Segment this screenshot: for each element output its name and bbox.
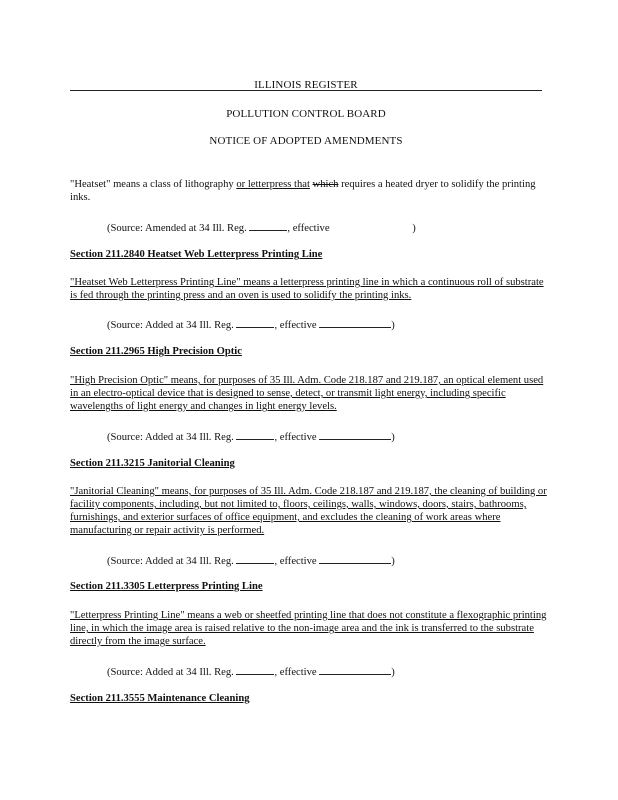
register-title: ILLINOIS REGISTER [254, 79, 358, 91]
effective-date-blank [319, 665, 391, 675]
section-source-note [107, 318, 395, 332]
register-page-blank [236, 665, 274, 675]
heatset-definition [70, 178, 548, 204]
register-page-blank [249, 221, 287, 231]
header-rule [70, 90, 542, 91]
section-body: "High Precision Optic" means, for purposes of 35 Ill. Adm. Code 218.187 and 219.187, an optical element used in an electro-optical device that is designed to sense, detect, or transmit light energy, including specific wavelengths of light energy and changes in light energy levels. [70, 375, 544, 412]
source-end: ) [391, 320, 395, 331]
source-mid: , effective [274, 320, 320, 331]
effective-date-blank [319, 554, 391, 564]
heatset-text-2: requires a heated dryer to solidify the printing inks. [70, 179, 536, 203]
board-title: POLLUTION CONTROL BOARD [226, 108, 386, 120]
register-page-blank [236, 430, 274, 440]
section-heading: Section 211.2840 Heatset Web Letterpress Printing Line [70, 249, 323, 260]
source-prefix: (Source: Added at 34 Ill. Reg. [107, 320, 237, 331]
source-mid: , effective [287, 223, 333, 234]
effective-date-blank [319, 318, 391, 328]
effective-date-blank [319, 430, 391, 440]
section-body: "Janitorial Cleaning" means, for purposes of 35 Ill. Adm. Code 218.187 and 219.187, the cleaning of building or facility components, including, but not limited to, floors, ceilings, walls, windows, doors, stairs, bathrooms, furnishings, and exterior surfaces of office equipment, and excludes the cleaning of work areas where manufacturing or repair activity is performed. [70, 486, 547, 536]
section-source-note [107, 430, 395, 444]
section-source-note [107, 665, 395, 679]
register-page-blank [236, 554, 274, 564]
source-end: ) [391, 667, 395, 678]
source-prefix: (Source: Amended at 34 Ill. Reg. [107, 223, 250, 234]
source-end: ) [391, 556, 395, 567]
section-heading: Section 211.3555 Maintenance Cleaning [70, 693, 250, 704]
section-heading: Section 211.2965 High Precision Optic [70, 346, 242, 357]
source-prefix: (Source: Added at 34 Ill. Reg. [107, 432, 237, 443]
source-prefix: (Source: Added at 34 Ill. Reg. [107, 556, 237, 567]
heatset-text-1: "Heatset" means a class of lithography [70, 179, 237, 190]
section-body: "Heatset Web Letterpress Printing Line" means a letterpress printing line in which a continuous roll of substrate is fed through the printing press and an oven is used to solidify the printing inks. [70, 277, 544, 301]
register-page-blank [236, 318, 274, 328]
source-end: ) [391, 432, 395, 443]
heatset-source-note [107, 221, 416, 235]
source-mid: , effective [274, 667, 320, 678]
section-source-note [107, 554, 395, 568]
source-mid: , effective [274, 556, 320, 567]
section-body: "Letterpress Printing Line" means a web or sheetfed printing line that does not constitute a flexographic printing line, in which the image area is raised relative to the non-image area and the ink is transferred to the substrate directly from the image surface. [70, 610, 547, 647]
section-heading: Section 211.3305 Letterpress Printing Line [70, 581, 263, 592]
source-end: ) [412, 223, 416, 234]
source-mid: , effective [274, 432, 320, 443]
section-heading: Section 211.3215 Janitorial Cleaning [70, 458, 235, 469]
effective-date-blank [332, 221, 412, 231]
source-prefix: (Source: Added at 34 Ill. Reg. [107, 667, 237, 678]
notice-title: NOTICE OF ADOPTED AMENDMENTS [209, 135, 403, 147]
heatset-deleted-text: which [312, 179, 339, 190]
heatset-inserted-text: or letterpress that [236, 179, 310, 190]
